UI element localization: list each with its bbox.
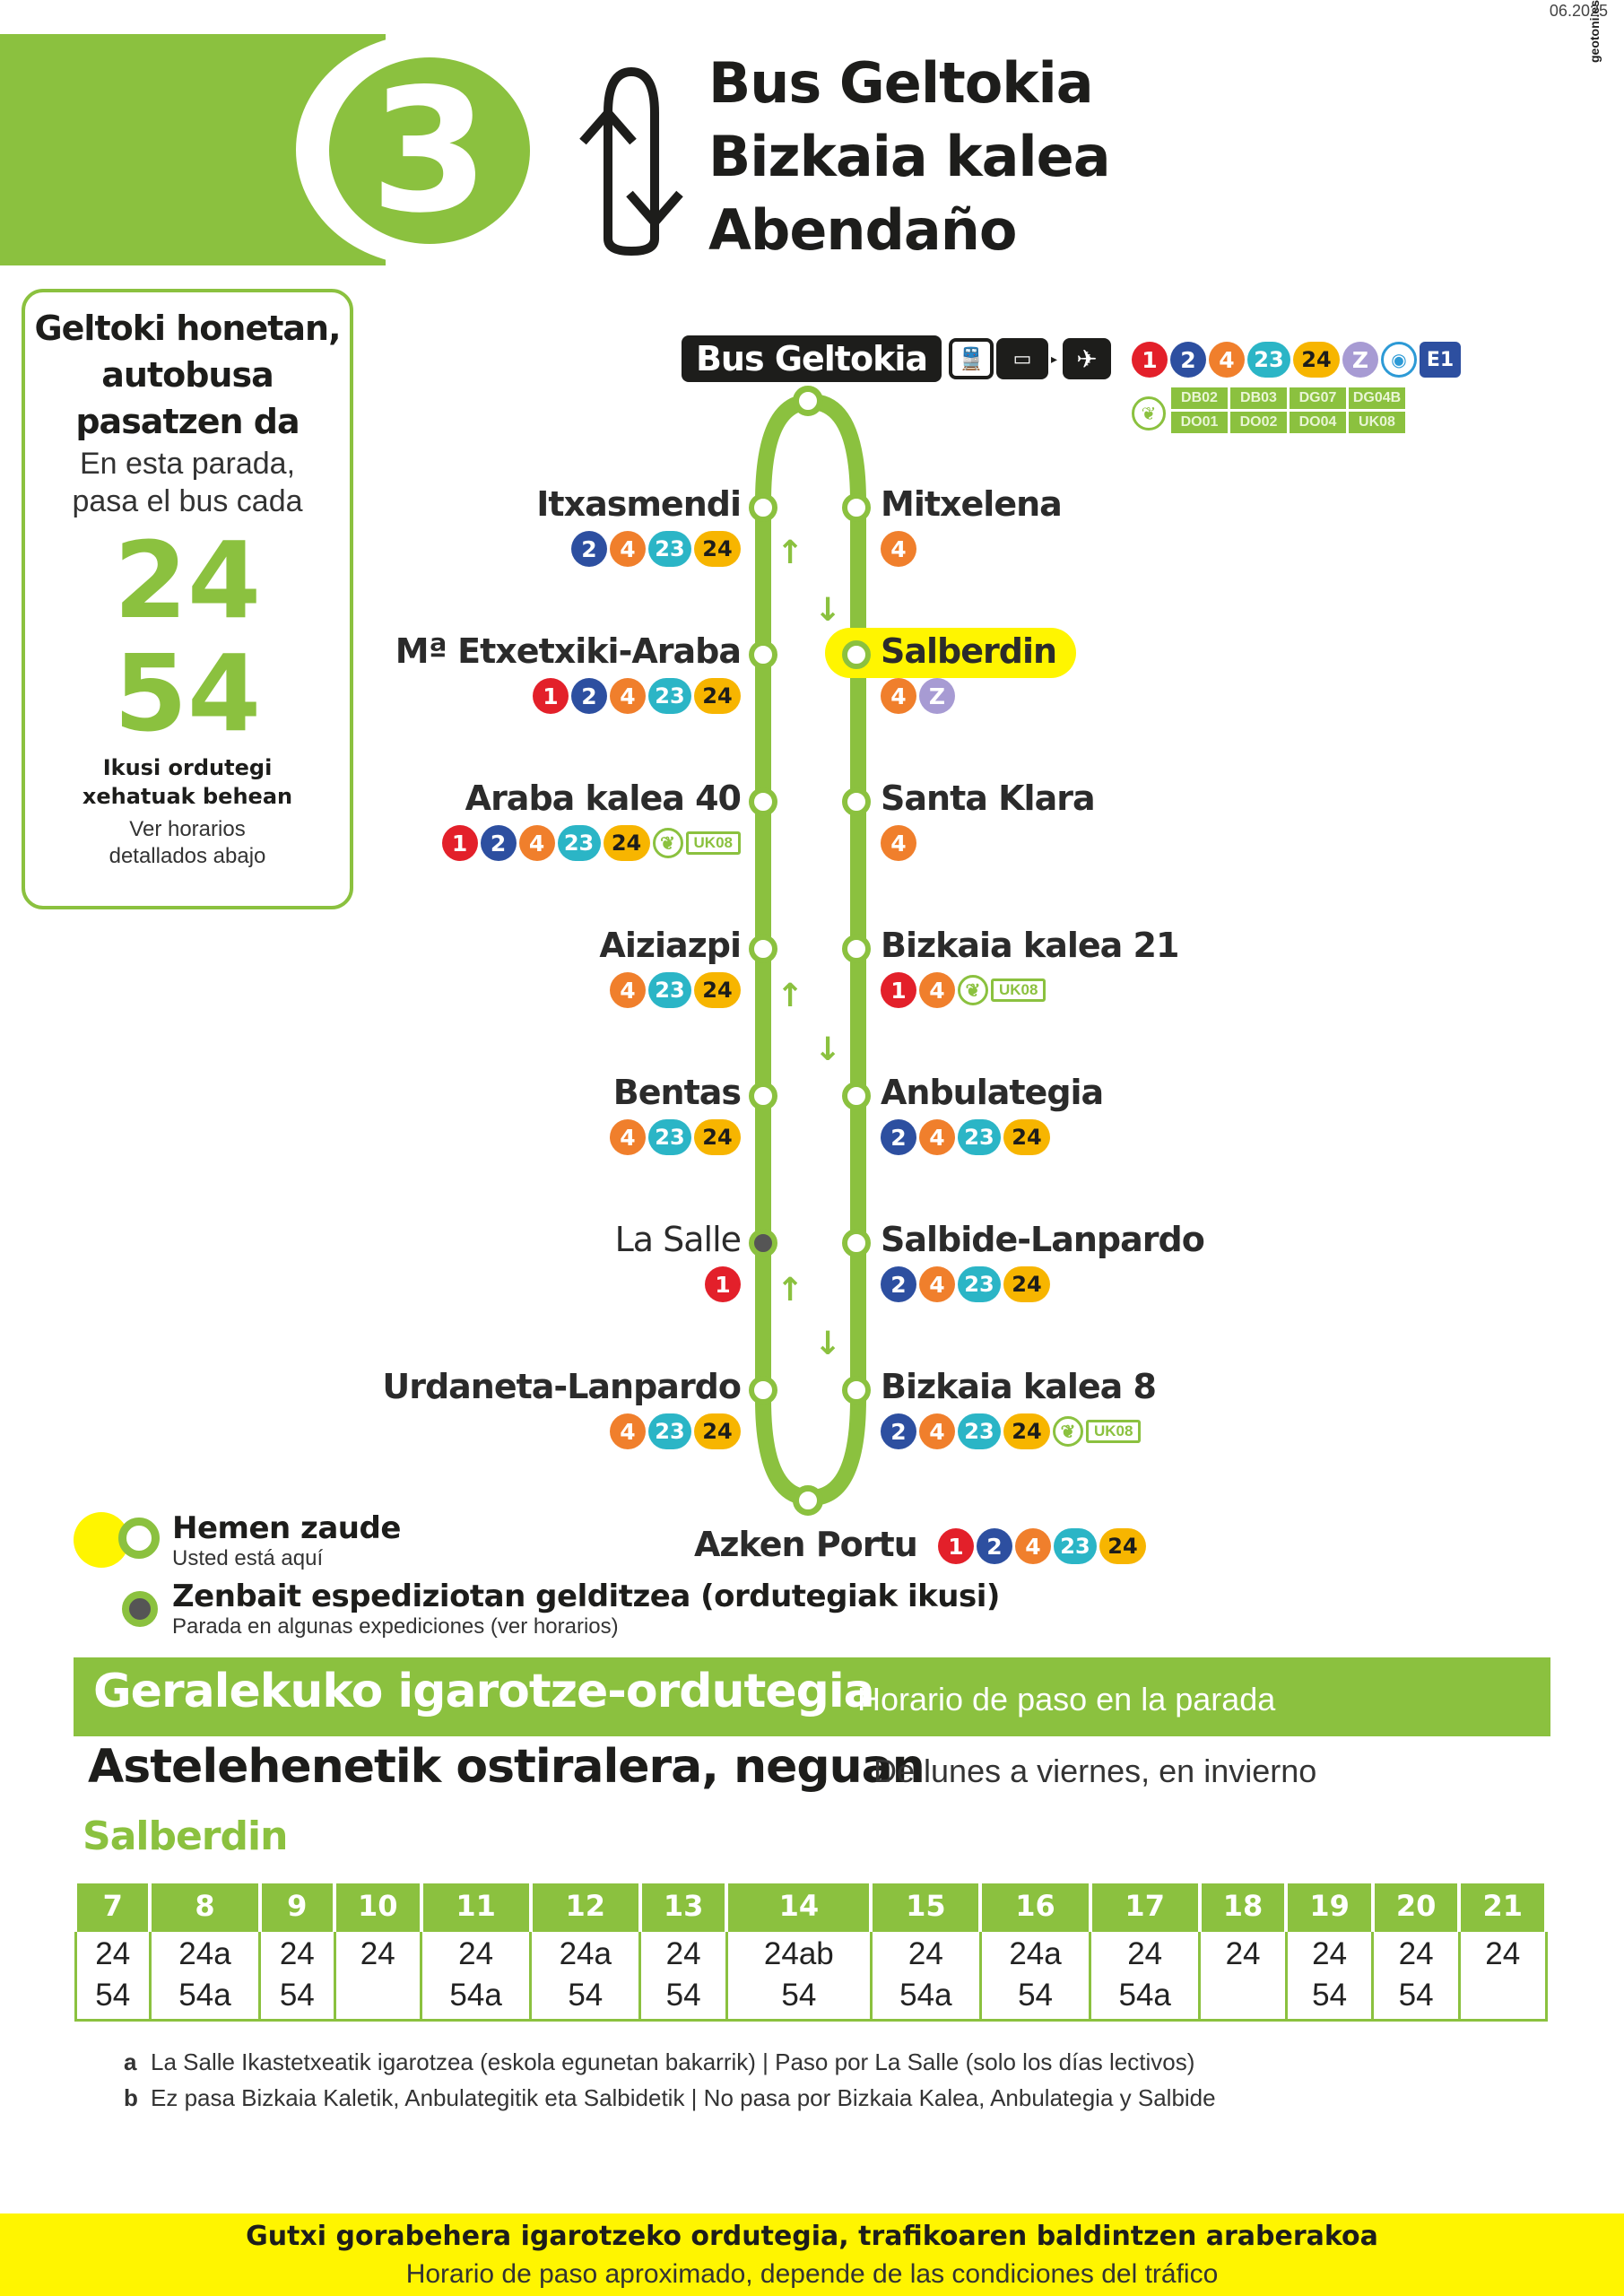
stop-lines-left-3 xyxy=(610,972,741,1008)
timetable-minute: 54 xyxy=(665,1977,701,2013)
left-3-line-4-badge: 4 xyxy=(610,972,646,1008)
stop-name-left-5: La Salle xyxy=(614,1220,741,1259)
stop-name-right-4: Anbulategia xyxy=(881,1073,1104,1112)
schedule-stop-name: Salberdin xyxy=(83,1813,288,1859)
stop-name-left-6: Urdaneta-Lanpardo xyxy=(382,1367,741,1406)
note-a-key: a xyxy=(124,2048,137,2075)
timetable-minute: 54 xyxy=(279,1977,315,2013)
stop-name-right-6: Bizkaia kalea 8 xyxy=(881,1367,1156,1406)
code-do02: DO02 xyxy=(1230,412,1287,433)
destination-2: Bizkaia kalea xyxy=(708,124,1110,189)
timetable-hour-17: 17 xyxy=(1090,1883,1200,1930)
stop-dot-right-1 xyxy=(842,640,871,669)
timetable-minute: 54 xyxy=(1398,1977,1434,2013)
stop-lines-left-2 xyxy=(442,825,741,861)
schedule-day-es: De lunes a viernes, en invierno xyxy=(873,1752,1317,1789)
timetable-cell-12 xyxy=(531,1930,640,2020)
left-0-line-23-badge: 23 xyxy=(648,531,691,567)
arrow-up-icon: ↑ xyxy=(777,1272,804,1309)
timetable-cell-18 xyxy=(1200,1930,1287,2020)
legend-partial-dot xyxy=(122,1591,158,1627)
stop-lines-left-5 xyxy=(705,1266,741,1302)
left-1-line-24-badge: 24 xyxy=(694,678,741,714)
legend-here-eu: Hemen zaude xyxy=(172,1510,401,1546)
legend-here-es: Usted está aquí xyxy=(172,1546,324,1570)
stop-lines-right-6 xyxy=(881,1413,1141,1449)
code-badge: UK08 xyxy=(1086,1420,1141,1443)
stop-dot-right-5 xyxy=(842,1229,871,1257)
stop-lines-right-2 xyxy=(881,825,916,861)
timetable-minute: 24 xyxy=(1485,1935,1521,1971)
stop-lines-left-6 xyxy=(610,1413,741,1449)
terminus-top-lines xyxy=(1132,342,1461,378)
terminus-top-line-2-badge: 2 xyxy=(1170,342,1206,378)
left-4-line-4-badge: 4 xyxy=(610,1119,646,1155)
right-3-line-4-badge: 4 xyxy=(919,972,955,1008)
timetable-minute xyxy=(1461,1975,1545,2016)
right-0-line-4-badge: 4 xyxy=(881,531,916,567)
stop-dot-terminus-bottom xyxy=(793,1485,823,1516)
right-5-line-4-badge: 4 xyxy=(919,1266,955,1302)
arrow-down-icon: ↓ xyxy=(814,592,842,629)
left-1-line-4-badge: 4 xyxy=(610,678,646,714)
left-2-line-23-badge: 23 xyxy=(558,825,601,861)
timetable-minute: 24 xyxy=(665,1935,701,1971)
timetable-cell-20 xyxy=(1373,1930,1460,2020)
legend-some-es: Parada en algunas expediciones (ver horarios) xyxy=(172,1614,619,1639)
stop-lines-left-4 xyxy=(610,1119,741,1155)
footer-eu: Gutxi gorabehera igarotzeko ordutegia, trafikoaren baldintzen araberakoa xyxy=(246,2221,1378,2252)
timetable-minute: 54a xyxy=(449,1977,502,2013)
terminus-bottom-line-23-badge: 23 xyxy=(1054,1528,1097,1564)
timetable-minute: 24 xyxy=(95,1935,131,1971)
timetable-minute: 24 xyxy=(1312,1935,1348,1971)
right-6-line-2-badge: 2 xyxy=(881,1413,916,1449)
timetable-cell-14 xyxy=(726,1930,871,2020)
timetable-hour-11: 11 xyxy=(421,1883,531,1930)
right-4-line-23-badge: 23 xyxy=(958,1119,1001,1155)
code-badge: UK08 xyxy=(686,831,741,855)
left-1-line-23-badge: 23 xyxy=(648,678,691,714)
leaf-icon: ❦ xyxy=(1053,1416,1083,1447)
code-do04: DO04 xyxy=(1290,412,1346,433)
terminus-bottom-line-4-badge: 4 xyxy=(1015,1528,1051,1564)
right-4-line-4-badge: 4 xyxy=(919,1119,955,1155)
note-a xyxy=(124,2048,1195,2076)
arrow-down-icon: ↓ xyxy=(814,1031,842,1068)
stop-dot-left-5 xyxy=(749,1229,777,1257)
left-6-line-4-badge: 4 xyxy=(610,1413,646,1449)
line-number: 3 xyxy=(369,51,490,250)
terminus-top-line-1-badge: 1 xyxy=(1132,342,1168,378)
stop-dot-right-3 xyxy=(842,935,871,963)
right-6-line-23-badge: 23 xyxy=(958,1413,1001,1449)
timetable-minute: 24 xyxy=(360,1935,395,1971)
note-a-text: La Salle Ikastetxeatik igarotzea (eskola egunetan bakarrik) | Paso por La Salle (solo los días lectivos) xyxy=(151,2048,1195,2075)
code-dg04b: DG04B xyxy=(1349,387,1405,409)
timetable-minute: 24ab xyxy=(763,1935,834,1971)
destination-3: Abendaño xyxy=(708,197,1017,263)
left-0-line-24-badge: 24 xyxy=(694,531,741,567)
timetable-cell-17 xyxy=(1090,1930,1200,2020)
stop-dot-right-0 xyxy=(842,493,871,522)
right-3-line-1-badge: 1 xyxy=(881,972,916,1008)
brand-logo: geotoni.es xyxy=(1587,0,1602,63)
left-2-line-2-badge: 2 xyxy=(481,825,517,861)
plane-icon: ✈ xyxy=(1063,338,1111,379)
timetable-cell-15 xyxy=(871,1930,980,2020)
timetable-cell-13 xyxy=(640,1930,727,2020)
frequency-title-eu: Geltoki honetan, autobusa pasatzen da xyxy=(34,309,341,441)
stop-name-left-4: Bentas xyxy=(612,1073,741,1112)
left-6-line-23-badge: 23 xyxy=(648,1413,691,1449)
date-label: 06.2025 xyxy=(1549,2,1608,20)
right-4-line-24-badge: 24 xyxy=(1003,1119,1050,1155)
timetable-minute: 54 xyxy=(781,1977,817,2013)
timetable-hour-10: 10 xyxy=(334,1883,421,1930)
timetable-cell-16 xyxy=(980,1930,1090,2020)
left-2-line-4-badge: 4 xyxy=(519,825,555,861)
timetable xyxy=(74,1883,1548,2022)
right-5-line-2-badge: 2 xyxy=(881,1266,916,1302)
left-4-line-23-badge: 23 xyxy=(648,1119,691,1155)
left-3-line-23-badge: 23 xyxy=(648,972,691,1008)
left-4-line-24-badge: 24 xyxy=(694,1119,741,1155)
schedule-day-eu: Astelehenetik ostiralera, neguan xyxy=(88,1740,925,1794)
left-0-line-4-badge: 4 xyxy=(610,531,646,567)
timetable-minute xyxy=(1201,1975,1285,2016)
note-b xyxy=(124,2084,1216,2112)
frequency-see-es: Ver horarios detallados abajo xyxy=(109,817,266,868)
schedule-title-eu: Geralekuko igarotze-ordutegia xyxy=(93,1665,874,1718)
stop-dot-left-1 xyxy=(749,640,777,669)
terminus-bottom-line-24-badge: 24 xyxy=(1099,1528,1146,1564)
stop-lines-right-5 xyxy=(881,1266,1050,1302)
arrow-down-icon: ↓ xyxy=(814,1326,842,1362)
frequency-see-eu: Ikusi ordutegi xehatuak behean xyxy=(82,755,293,809)
left-3-line-24-badge: 24 xyxy=(694,972,741,1008)
code-badge: UK08 xyxy=(991,978,1046,1002)
stop-name-left-1: Mª Etxetxiki-Araba xyxy=(395,631,741,671)
terminus-top-line-24-badge: 24 xyxy=(1293,342,1340,378)
timetable-minute: 24 xyxy=(1127,1935,1163,1971)
frequency-minute-1: 24 xyxy=(113,518,262,642)
timetable-cell-7 xyxy=(75,1930,150,2020)
terminus-top-line-e1-badge: E1 xyxy=(1420,342,1461,378)
stop-dot-left-0 xyxy=(749,493,777,522)
code-uk08: UK08 xyxy=(1349,412,1405,433)
timetable-minute: 54 xyxy=(95,1977,131,2013)
legend-some-eu: Zenbait espediziotan gelditzea (ordutegiak ikusi) xyxy=(172,1578,1000,1614)
timetable-cell-19 xyxy=(1286,1930,1373,2020)
leaf-icon: ❦ xyxy=(958,975,988,1005)
stop-dot-left-2 xyxy=(749,787,777,816)
left-2-line-1-badge: 1 xyxy=(442,825,478,861)
terminus-top-line-4-badge: 4 xyxy=(1209,342,1245,378)
right-6-line-4-badge: 4 xyxy=(919,1413,955,1449)
stop-lines-left-0 xyxy=(571,531,741,567)
timetable-hour-9: 9 xyxy=(260,1883,334,1930)
bus-icon: ▭ xyxy=(996,338,1048,379)
right-4-line-2-badge: 2 xyxy=(881,1119,916,1155)
terminus-bottom-lines xyxy=(938,1528,1146,1564)
timetable-hour-7: 7 xyxy=(75,1883,150,1930)
timetable-minute: 24 xyxy=(458,1935,494,1971)
code-do01: DO01 xyxy=(1171,412,1228,433)
stop-name-right-3: Bizkaia kalea 21 xyxy=(881,926,1179,965)
note-b-key: b xyxy=(124,2084,138,2111)
frequency-box xyxy=(22,289,353,909)
left-1-line-1-badge: 1 xyxy=(533,678,569,714)
timetable-cell-21 xyxy=(1459,1930,1546,2020)
code-db02: DB02 xyxy=(1171,387,1228,409)
timetable-minute: 54a xyxy=(1118,1977,1171,2013)
code-db03: DB03 xyxy=(1230,387,1287,409)
stop-name-right-1: Salberdin xyxy=(881,631,1057,671)
stop-dot-left-4 xyxy=(749,1082,777,1110)
leaf-icon: ❦ xyxy=(653,828,683,858)
left-1-line-2-badge: 2 xyxy=(571,678,607,714)
stop-name-left-2: Araba kalea 40 xyxy=(465,778,741,818)
frequency-minute-2: 54 xyxy=(113,631,262,755)
legend-here-dot xyxy=(118,1518,160,1559)
timetable-minute: 54 xyxy=(1018,1977,1053,2013)
stop-lines-left-1 xyxy=(533,678,741,714)
stop-name-left-0: Itxasmendi xyxy=(536,484,741,524)
terminus-bottom-line-1-badge: 1 xyxy=(938,1528,974,1564)
timetable-hour-12: 12 xyxy=(531,1883,640,1930)
timetable-cell-9 xyxy=(260,1930,334,2020)
timetable-cell-11 xyxy=(421,1930,531,2020)
timetable-hour-18: 18 xyxy=(1200,1883,1287,1930)
stop-dot-left-3 xyxy=(749,935,777,963)
timetable-hour-21: 21 xyxy=(1459,1883,1546,1930)
timetable-minute: 54 xyxy=(1312,1977,1348,2013)
timetable-minute xyxy=(336,1975,421,2016)
code-dg07: DG07 xyxy=(1290,387,1346,409)
left-5-line-1-badge: 1 xyxy=(705,1266,741,1302)
timetable-hour-13: 13 xyxy=(640,1883,727,1930)
timetable-minute: 54 xyxy=(568,1977,604,2013)
right-1-line-z-badge: Z xyxy=(919,678,955,714)
timetable-minute: 24a xyxy=(559,1935,612,1971)
right-6-line-24-badge: 24 xyxy=(1003,1413,1050,1449)
stop-dot-right-6 xyxy=(842,1376,871,1405)
timetable-minute: 24a xyxy=(178,1935,231,1971)
schedule-title-es: Horario de paso en la parada xyxy=(857,1681,1276,1718)
left-0-line-2-badge: 2 xyxy=(571,531,607,567)
stop-dot-terminus-top xyxy=(793,386,823,416)
stop-lines-right-1 xyxy=(881,678,955,714)
footer-banner xyxy=(0,2213,1624,2296)
timetable-minute: 24 xyxy=(908,1935,943,1971)
terminus-top-line-23-badge: 23 xyxy=(1247,342,1290,378)
terminus-bottom-name: Azken Portu xyxy=(694,1525,917,1564)
left-2-line-24-badge: 24 xyxy=(604,825,650,861)
terminus-top-line-z-badge: Z xyxy=(1342,342,1378,378)
terminus-bottom-line-2-badge: 2 xyxy=(977,1528,1012,1564)
right-2-line-4-badge: 4 xyxy=(881,825,916,861)
right-5-line-24-badge: 24 xyxy=(1003,1266,1050,1302)
timetable-hour-19: 19 xyxy=(1286,1883,1373,1930)
note-b-text: Ez pasa Bizkaia Kaletik, Anbulategitik eta Salbidetik | No pasa por Bizkaia Kalea, Anbulategia y Salbide xyxy=(151,2084,1216,2111)
timetable-minute: 54a xyxy=(899,1977,952,2013)
timetable-cell-8 xyxy=(150,1930,259,2020)
timetable-minute: 24 xyxy=(1225,1935,1261,1971)
stop-dot-right-4 xyxy=(842,1082,871,1110)
timetable-minute: 24 xyxy=(1398,1935,1434,1971)
right-5-line-23-badge: 23 xyxy=(958,1266,1001,1302)
leaf-icon: ❦ xyxy=(1132,396,1166,430)
terminus-top-name: Bus Geltokia xyxy=(695,339,928,378)
timetable-minute: 24 xyxy=(279,1935,315,1971)
footer-es: Horario de paso aproximado, depende de las condiciones del tráfico xyxy=(405,2259,1219,2289)
destination-1: Bus Geltokia xyxy=(708,50,1093,116)
left-6-line-24-badge: 24 xyxy=(694,1413,741,1449)
arrow-right-icon: ▸ xyxy=(1051,351,1058,366)
timetable-hour-16: 16 xyxy=(980,1883,1090,1930)
stop-dot-left-6 xyxy=(749,1376,777,1405)
train-icon: 🚆 xyxy=(949,338,994,379)
stop-lines-right-4 xyxy=(881,1119,1050,1155)
stop-lines-right-3 xyxy=(881,972,1046,1008)
arrow-up-icon: ↑ xyxy=(777,978,804,1014)
pin-icon: ◉ xyxy=(1381,342,1417,378)
frequency-title-es: En esta parada, pasa el bus cada xyxy=(72,447,303,518)
stop-lines-right-0 xyxy=(881,531,916,567)
timetable-hour-20: 20 xyxy=(1373,1883,1460,1930)
terminus-top-icons xyxy=(949,341,1111,377)
right-1-line-4-badge: 4 xyxy=(881,678,916,714)
stop-name-right-2: Santa Klara xyxy=(881,778,1095,818)
timetable-minute: 54a xyxy=(178,1977,231,2013)
timetable-hour-8: 8 xyxy=(150,1883,259,1930)
arrow-up-icon: ↑ xyxy=(777,535,804,571)
terminus-top-codes xyxy=(1171,387,1410,433)
stop-name-right-0: Mitxelena xyxy=(881,484,1062,524)
stop-name-right-5: Salbide-Lanpardo xyxy=(881,1220,1204,1259)
stop-name-left-3: Aiziazpi xyxy=(599,926,741,965)
timetable-cell-10 xyxy=(334,1930,421,2020)
stop-dot-right-2 xyxy=(842,787,871,816)
timetable-minute: 24a xyxy=(1009,1935,1062,1971)
timetable-hour-14: 14 xyxy=(726,1883,871,1930)
timetable-hour-15: 15 xyxy=(871,1883,980,1930)
round-trip-icon xyxy=(572,59,689,262)
